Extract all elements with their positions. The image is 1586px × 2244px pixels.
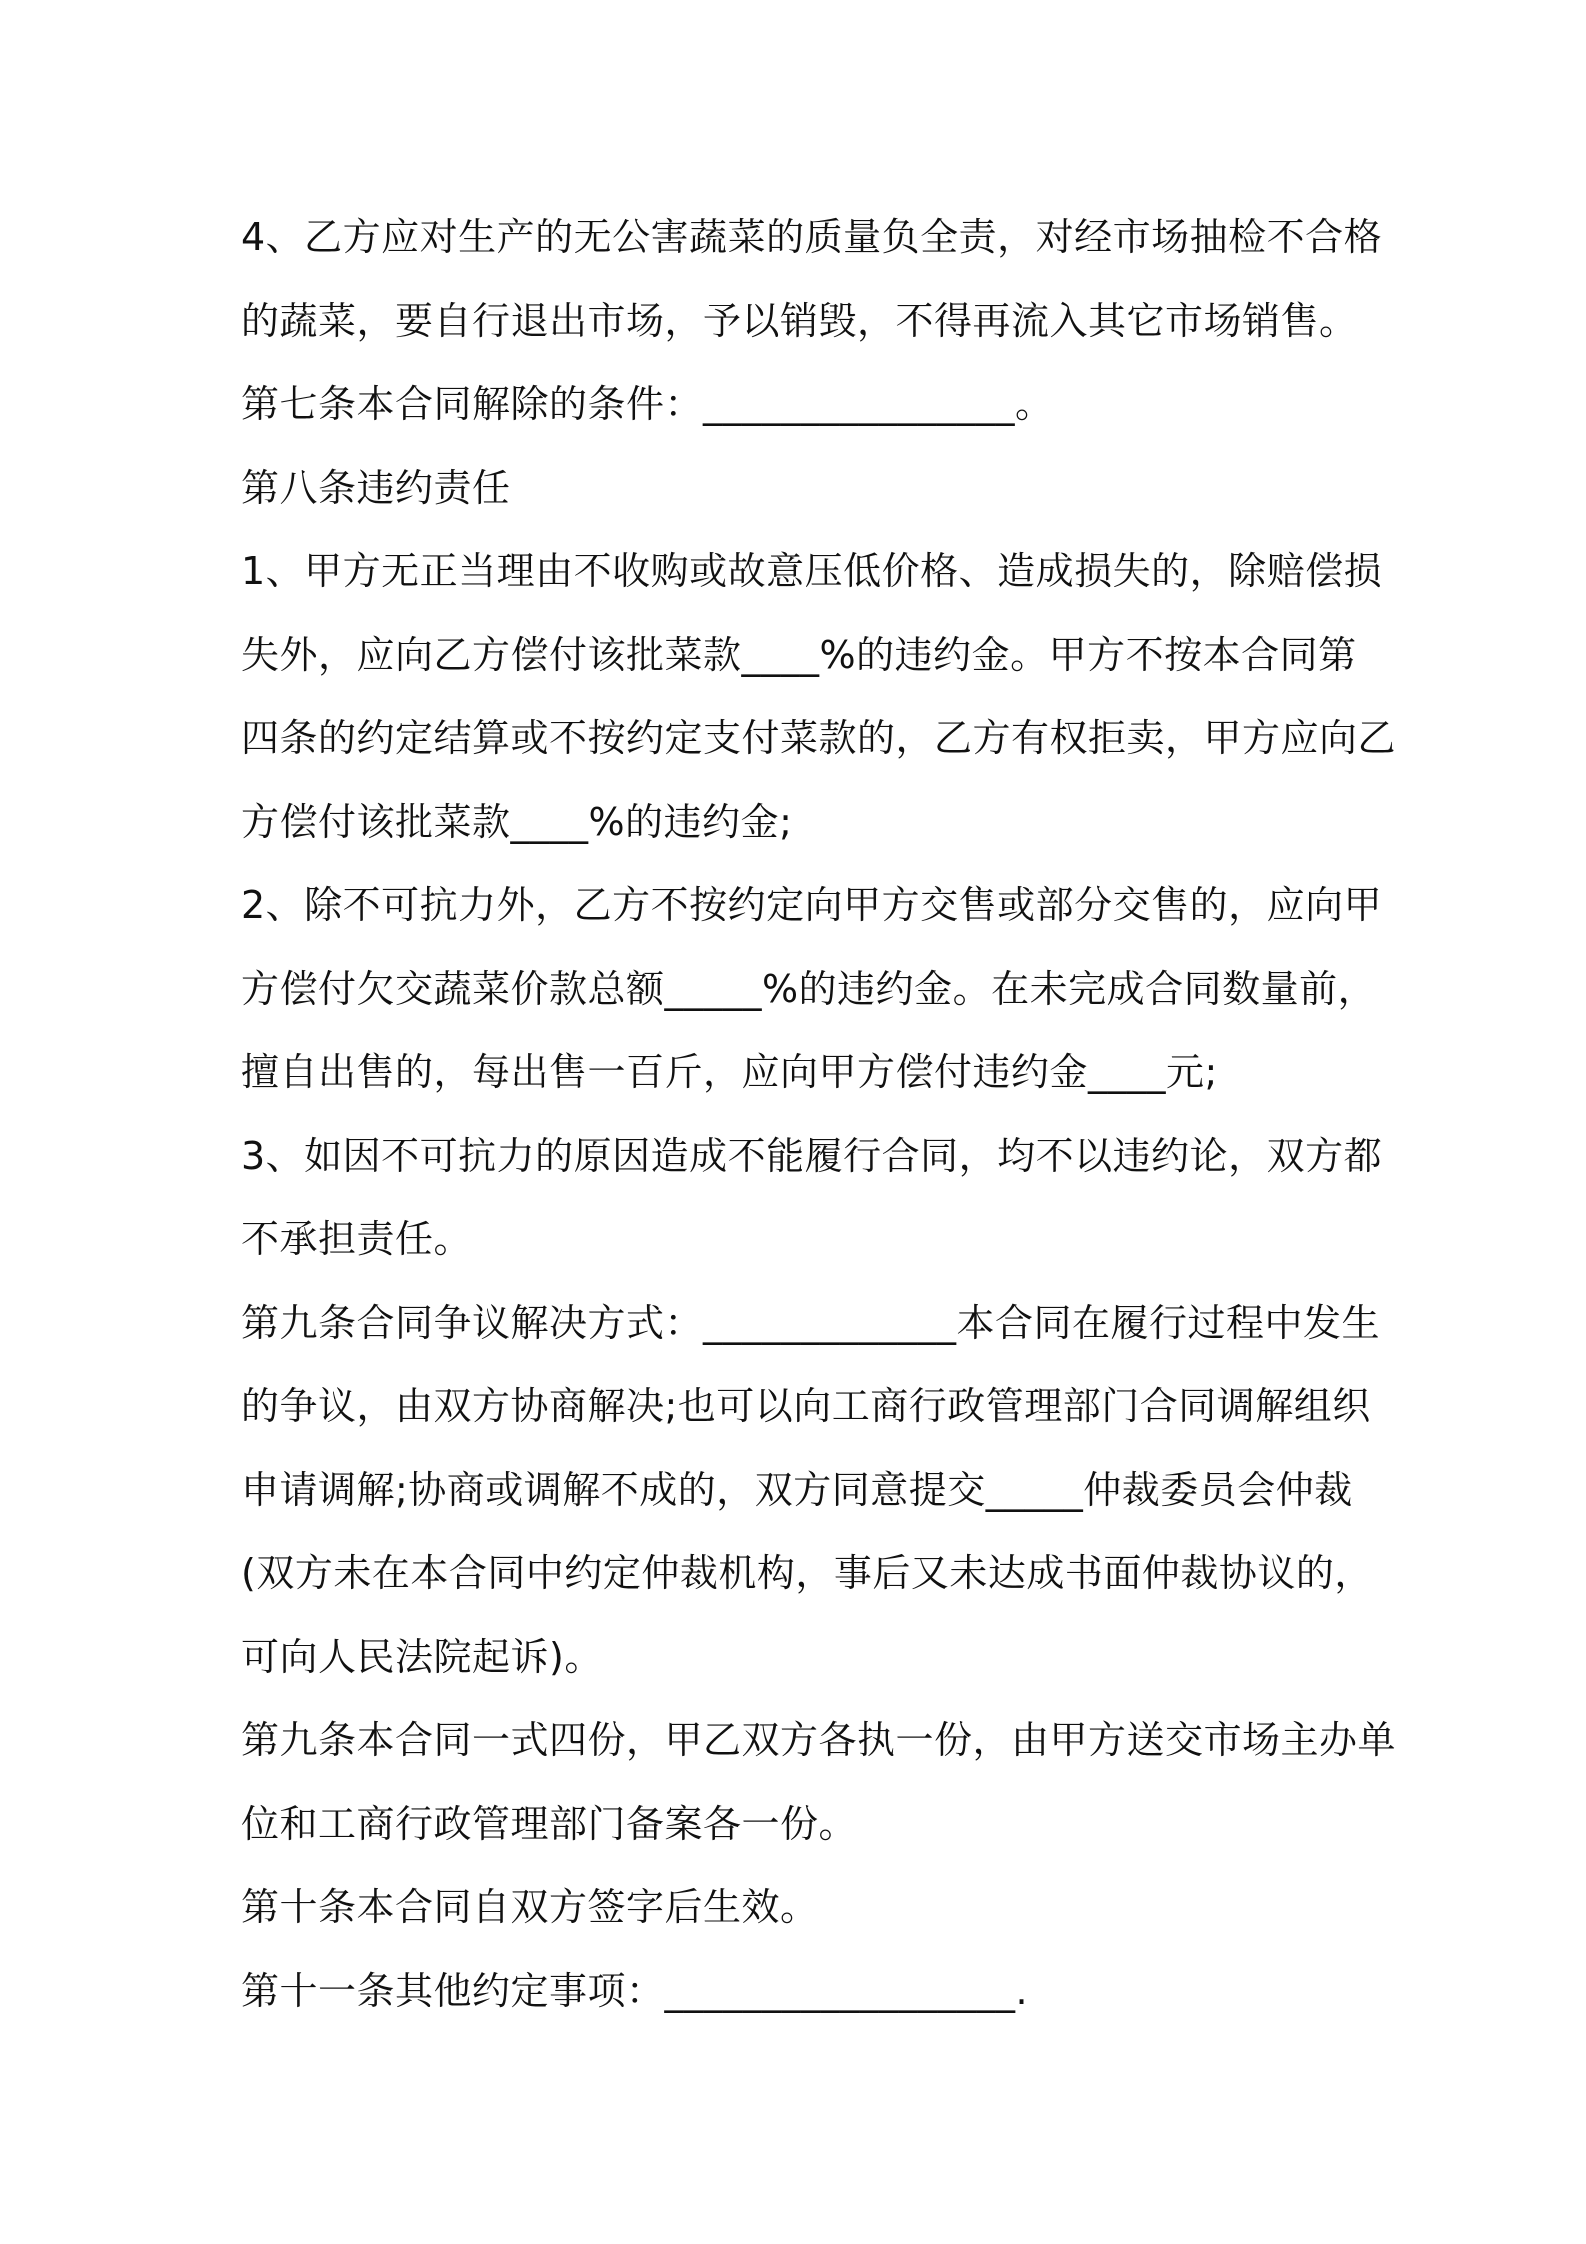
text-line: (双方未在本合同中约定仲裁机构，事后又未达成书面仲裁协议的， — [241, 1551, 1373, 1595]
clause-8-heading: 第八条违约责任 — [241, 465, 511, 510]
text-line: 失外，应向乙方偿付该批菜款____%的违约金。甲方不按本合同第 — [241, 632, 1357, 677]
text-line: 方偿付欠交蔬菜价款总额_____%的违约金。在未完成合同数量前， — [241, 966, 1377, 1011]
document-body — [241, 196, 1397, 2033]
clause-10-line: 第十条本合同自双方签字后生效。 — [241, 1885, 819, 1929]
text-line: 位和工商行政管理部门备案各一份。 — [241, 1801, 858, 1846]
text-line: 申请调解;协商或调解不成的，双方同意提交_____仲裁委员会仲裁 — [241, 1467, 1353, 1512]
text-line: 的争议，由双方协商解决;也可以向工商行政管理部门合同调解组织 — [241, 1384, 1371, 1428]
text-line: 方偿付该批菜款____%的违约金; — [241, 799, 793, 844]
text-line: 四条的约定结算或不按约定支付菜款的，乙方有权拒卖，甲方应向乙 — [241, 716, 1397, 760]
text-line: 擅自出售的，每出售一百斤，应向甲方偿付违约金____元; — [241, 1050, 1218, 1094]
text-line: 1、甲方无正当理由不收购或故意压低价格、造成损失的，除赔偿损 — [241, 549, 1383, 593]
text-line: 的蔬菜，要自行退出市场，予以销毁，不得再流入其它市场销售。 — [241, 298, 1358, 343]
clause-11-line: 第十一条其他约定事项：__________________. — [241, 1968, 1029, 2013]
text-line: 不承担责任。 — [241, 1217, 473, 1261]
text-line: 可向人民法院起诉)。 — [241, 1634, 603, 1679]
clause-7-line: 第七条本合同解除的条件：________________。 — [241, 382, 1054, 426]
text-line: 2、除不可抗力外，乙方不按约定向甲方交售或部分交售的，应向甲 — [241, 883, 1383, 927]
clause-9-line: 第九条合同争议解决方式：_____________本合同在履行过程中发生 — [241, 1300, 1381, 1345]
text-line: 3、如因不可抗力的原因造成不能履行合同，均不以违约论，双方都 — [241, 1133, 1383, 1178]
text-line: 4、乙方应对生产的无公害蔬菜的质量负全责，对经市场抽检不合格 — [241, 215, 1383, 259]
clause-9b-line: 第九条本合同一式四份，甲乙双方各执一份，由甲方送交市场主办单 — [241, 1718, 1397, 1762]
